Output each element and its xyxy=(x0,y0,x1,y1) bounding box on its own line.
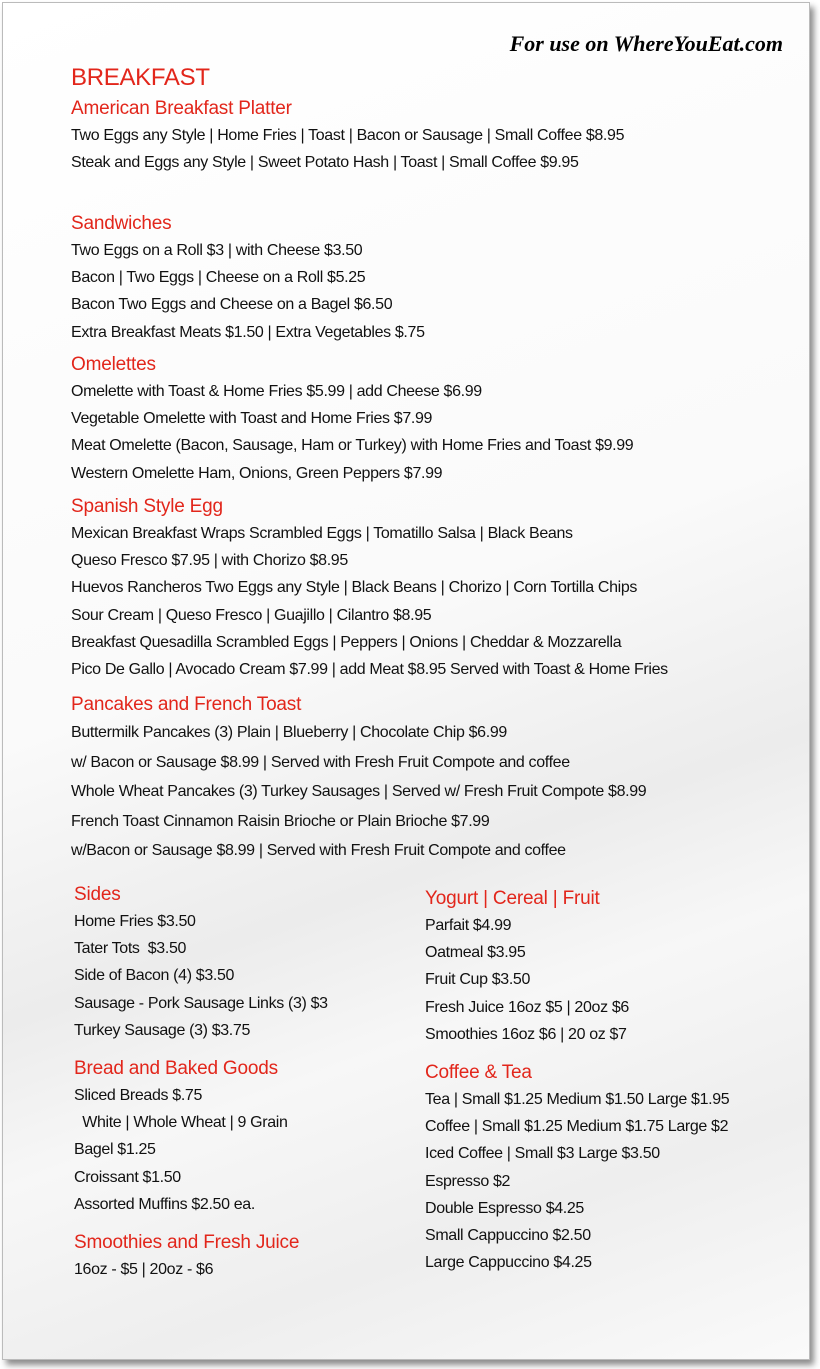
section-yogurt-cereal-fruit xyxy=(425,886,629,1048)
menu-item: Bacon | Two Eggs | Cheese on a Roll $5.25 xyxy=(71,269,366,287)
menu-item: Mexican Breakfast Wraps Scrambled Eggs | Tomatillo Salsa | Black Beans xyxy=(71,525,573,542)
section-heading: Yogurt | Cereal | Fruit xyxy=(425,888,600,909)
menu-item: Two Eggs on a Roll $3 | with Cheese $3.50 xyxy=(71,242,363,259)
menu-item: Turkey Sausage (3) $3.75 xyxy=(74,1021,250,1039)
menu-item: Oatmeal $3.95 xyxy=(425,944,526,962)
section-spanish-style-egg xyxy=(71,494,668,683)
menu-item: Pico De Gallo | Avocado Cream $7.99 | add Meat $8.95 Served with Toast & Home Fries xyxy=(71,661,668,679)
menu-item: Western Omelette Ham, Onions, Green Peppers $7.99 xyxy=(71,464,443,482)
section-sandwiches xyxy=(71,211,425,346)
menu-item: Side of Bacon (4) $3.50 xyxy=(74,967,235,985)
section-omelettes xyxy=(71,352,633,487)
menu-item: w/ Bacon or Sausage $8.99 | Served with Fresh Fruit Compote and coffee xyxy=(71,753,570,771)
menu-item: Fruit Cup $3.50 xyxy=(425,971,531,989)
watermark-text: For use on WhereYouEat.com xyxy=(509,31,783,56)
menu-item: Sliced Breads $.75 xyxy=(74,1087,203,1104)
section-heading: American Breakfast Platter xyxy=(71,98,292,119)
menu-item: Steak and Eggs any Style | Sweet Potato Hash | Toast | Small Coffee $9.95 xyxy=(71,154,579,172)
section-heading: Smoothies and Fresh Juice xyxy=(74,1232,300,1253)
menu-item: Coffee | Small $1.25 Medium $1.75 Large $2 xyxy=(425,1118,729,1136)
menu-item: Iced Coffee | Small $3 Large $3.50 xyxy=(425,1145,660,1163)
section-american-breakfast xyxy=(71,96,624,176)
menu-item: White | Whole Wheat | 9 Grain xyxy=(74,1114,288,1132)
menu-item: w/Bacon or Sausage $8.99 | Served with Fresh Fruit Compote and coffee xyxy=(71,842,566,859)
menu-item: Buttermilk Pancakes (3) Plain | Blueberry | Chocolate Chip $6.99 xyxy=(71,724,507,741)
menu-item: Home Fries $3.50 xyxy=(74,913,196,930)
section-pancakes-french-toast xyxy=(71,692,646,866)
menu-item: Two Eggs any Style | Home Fries | Toast | Bacon or Sausage | Small Coffee $8.95 xyxy=(71,127,625,144)
section-heading: Spanish Style Egg xyxy=(71,496,223,517)
menu-item: Omelette with Toast & Home Fries $5.99 | add Cheese $6.99 xyxy=(71,383,482,400)
menu-item: Huevos Rancheros Two Eggs any Style | Black Beans | Chorizo | Corn Tortilla Chips xyxy=(71,579,638,597)
menu-item: Bagel $1.25 xyxy=(74,1141,156,1159)
menu-item: Bacon Two Eggs and Cheese on a Bagel $6.50 xyxy=(71,296,393,314)
section-coffee-tea xyxy=(425,1060,729,1276)
menu-item: Vegetable Omelette with Toast and Home Fries $7.99 xyxy=(71,410,433,428)
menu-item: Extra Breakfast Meats $1.50 | Extra Vegetables $.75 xyxy=(71,323,425,341)
menu-item: Meat Omelette (Bacon, Sausage, Ham or Turkey) with Home Fries and Toast $9.99 xyxy=(71,437,634,455)
menu-item: 16oz - $5 | 20oz - $6 xyxy=(74,1261,214,1278)
section-heading: Omelettes xyxy=(71,354,156,375)
section-heading: Bread and Baked Goods xyxy=(74,1058,278,1079)
section-heading: Sandwiches xyxy=(71,213,172,234)
menu-item: Parfait $4.99 xyxy=(425,917,512,934)
section-sides xyxy=(74,882,328,1044)
menu-item: Espresso $2 xyxy=(425,1172,511,1190)
menu-item: Croissant $1.50 xyxy=(74,1168,181,1186)
menu-item: Fresh Juice 16oz $5 | 20oz $6 xyxy=(425,998,629,1016)
section-heading: Pancakes and French Toast xyxy=(71,694,302,715)
section-smoothies-fresh-juice xyxy=(74,1230,299,1283)
menu-page xyxy=(2,2,810,1360)
section-heading: Coffee & Tea xyxy=(425,1062,532,1083)
menu-item: Whole Wheat Pancakes (3) Turkey Sausages | Served w/ Fresh Fruit Compote $8.99 xyxy=(71,783,647,800)
menu-item: Smoothies 16oz $6 | 20 oz $7 xyxy=(425,1025,627,1043)
menu-title-block xyxy=(71,64,210,92)
menu-item: Large Cappuccino $4.25 xyxy=(425,1254,592,1272)
menu-item: Tater Tots $3.50 xyxy=(74,940,187,958)
menu-item: Small Cappuccino $2.50 xyxy=(425,1227,591,1245)
menu-item: French Toast Cinnamon Raisin Brioche or Plain Brioche $7.99 xyxy=(71,812,490,830)
menu-title: BREAKFAST xyxy=(71,64,210,91)
menu-item: Breakfast Quesadilla Scrambled Eggs | Peppers | Onions | Cheddar & Mozzarella xyxy=(71,633,622,651)
menu-item: Double Espresso $4.25 xyxy=(425,1199,584,1217)
section-heading: Sides xyxy=(74,884,121,905)
section-bread-baked-goods xyxy=(74,1056,288,1218)
menu-item: Queso Fresco $7.95 | with Chorizo $8.95 xyxy=(71,552,348,570)
menu-item: Sour Cream | Queso Fresco | Guajillo | Cilantro $8.95 xyxy=(71,606,432,624)
menu-item: Sausage - Pork Sausage Links (3) $3 xyxy=(74,994,328,1012)
menu-item: Tea | Small $1.25 Medium $1.50 Large $1.95 xyxy=(425,1091,730,1108)
menu-item: Assorted Muffins $2.50 ea. xyxy=(74,1195,255,1213)
